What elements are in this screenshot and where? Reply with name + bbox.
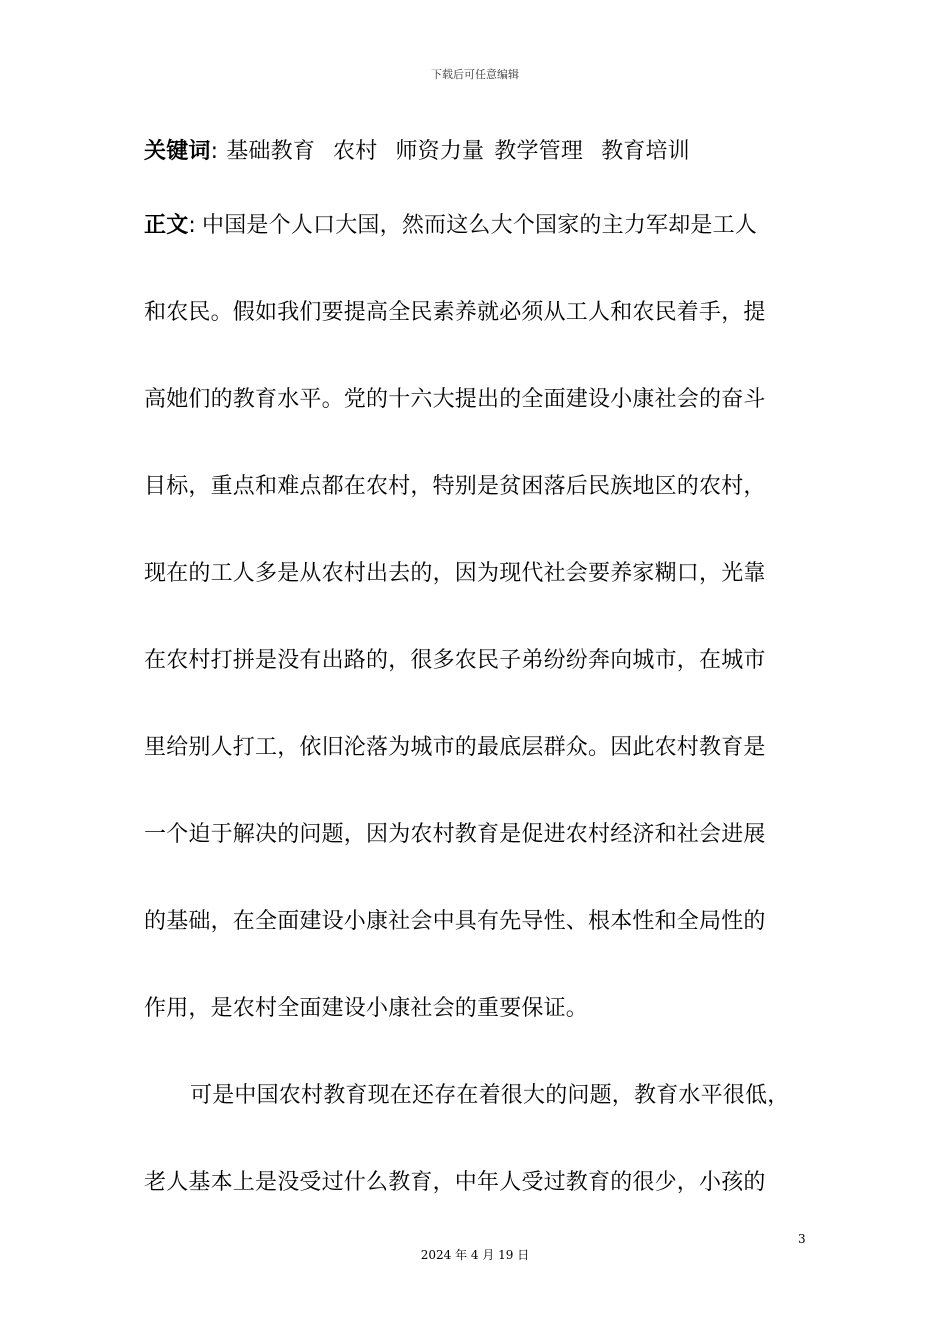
body-line — [144, 204, 824, 291]
body-line: 高她们的教育水平。党的十六大提出的全面建设小康社会的奋斗 — [144, 387, 766, 412]
body-line: 作用，是农村全面建设小康社会的重要保证。 — [144, 996, 589, 1021]
body-line: 一个迫于解决的问题，因为农村教育是促进农村经济和社会进展 — [144, 822, 766, 847]
keyword-item: 农村 — [333, 139, 378, 164]
keywords-colon: : — [210, 139, 219, 164]
body-line: 的基础，在全面建设小康社会中具有先导性、根本性和全局性的 — [144, 909, 766, 934]
keywords-label: 关键词 — [144, 139, 211, 164]
body-label: 正文 — [144, 213, 189, 238]
document-body — [144, 130, 824, 1248]
body-line: 在农村打拼是没有出路的，很多农民子弟纷纷奔向城市，在城市 — [144, 648, 766, 673]
keyword-item: 教育培训 — [601, 139, 690, 164]
body-line: 里给别人打工，依旧沦落为城市的最底层群众。因此农村教育是 — [144, 735, 766, 760]
body-line: 现在的工人多是从农村出去的，因为现代社会要养家糊口，光靠 — [144, 561, 766, 586]
paragraph-2-line: 老人基本上是没受过什么教育，中年人受过教育的很少，小孩的 — [144, 1170, 766, 1195]
page-number: 3 — [798, 1232, 806, 1246]
keyword-item: 基础教育 — [226, 139, 316, 164]
body-line: 和农民。假如我们要提高全民素养就必须从工人和农民着手，提 — [144, 300, 766, 325]
keyword-item: 师资力量 — [395, 139, 485, 164]
keyword-item: 教学管理 — [494, 139, 584, 164]
body-line: 目标，重点和难点都在农村，特别是贫困落后民族地区的农村， — [144, 474, 766, 499]
body-colon: : — [188, 213, 197, 238]
keywords-line — [144, 130, 824, 204]
paragraph-2-line: 可是中国农村教育现在还存在着很大的问题，教育水平很低， — [190, 1083, 790, 1108]
footer-date: 2024 年 4 月 19 日 — [420, 1248, 530, 1262]
body-first-line: 中国是个人口大国，然而这么大个国家的主力军却是工人 — [202, 213, 758, 238]
page-header: 下载后可任意编辑 — [431, 68, 519, 81]
